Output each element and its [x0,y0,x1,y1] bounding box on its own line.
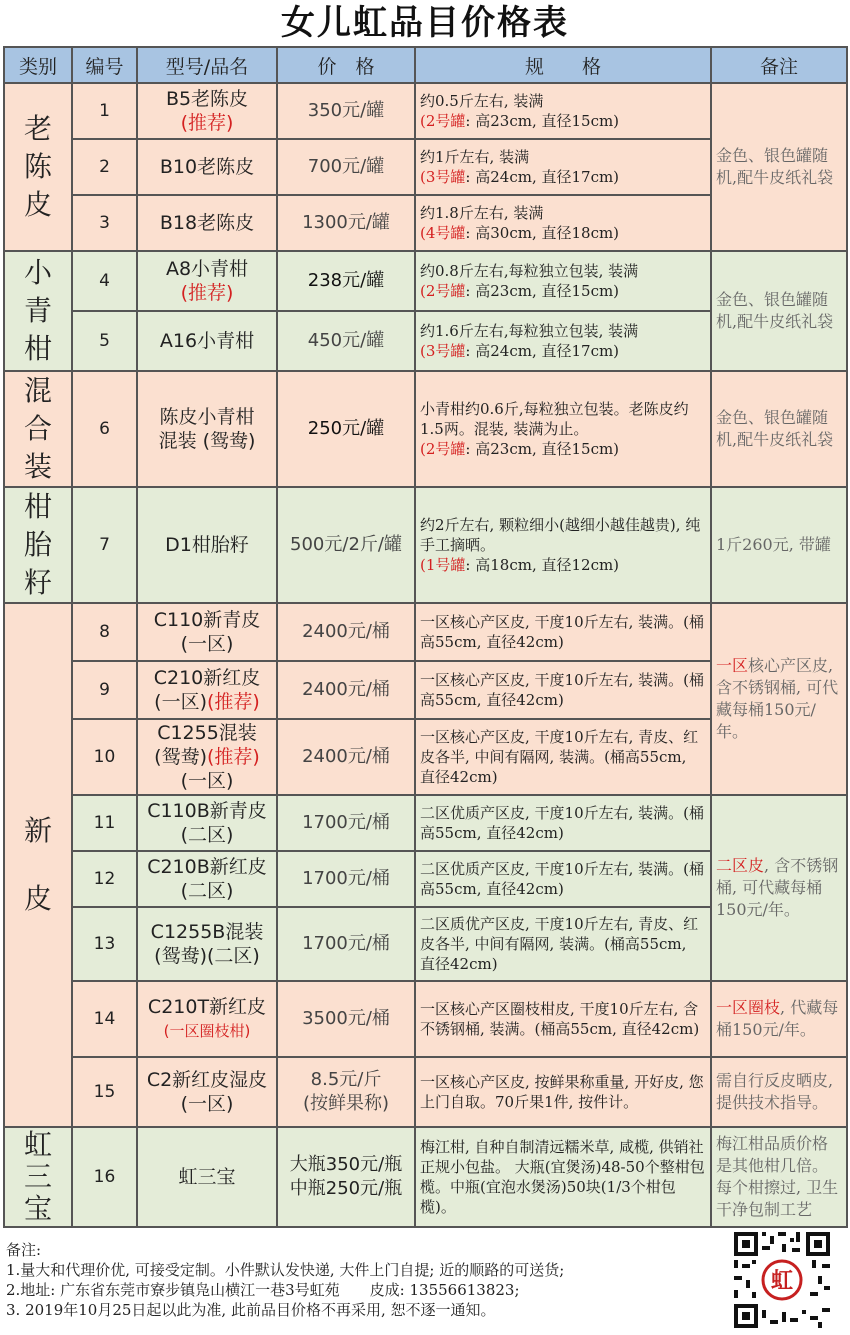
note-cell: 1斤260元, 带罐 [711,487,847,603]
note-cell: 一区核心产区皮, 含不锈钢桶, 可代藏每桶150元/年。 [711,603,847,795]
table-row [4,1127,847,1227]
spec-cell: 一区核心产区皮, 干度10斤左右, 装满。(桶高55cm, 直径42cm) [415,661,711,719]
table-row [4,795,847,851]
table-row [4,603,847,661]
model-cell: C210新红皮 (一区)(推荐) [137,661,277,719]
footer-line: 3. 2019年10月25日起以此为准, 此前品目价格不再采用, 恕不逐一通知。 [6,1301,496,1319]
row-number: 14 [72,981,137,1057]
spec-cell: 约0.8斤左右,每粒独立包装, 装满 (2号罐: 高23cm, 直径15cm) [415,251,711,311]
spec-cell: 约1.6斤左右,每粒独立包装, 装满 (3号罐: 高24cm, 直径17cm) [415,311,711,371]
footer-line: 1.量大和代理价优, 可接受定制。小件默认发快递, 大件上门自提; 近的顺路的可送货; [6,1261,565,1279]
price-cell: 450元/罐 [277,311,415,371]
price-cell: 2400元/桶 [277,719,415,795]
price-cell: 大瓶350元/瓶 中瓶250元/瓶 [277,1127,415,1227]
note-cell: 二区皮, 含不锈钢桶, 可代藏每桶150元/年。 [711,795,847,981]
note-cell: 梅江柑品质价格是其他柑几倍。每个柑擦过, 卫生干净包制工艺 [711,1127,847,1227]
price-cell: 3500元/桶 [277,981,415,1057]
page-title: 女儿虹品目价格表 [281,3,569,43]
price-cell: 1700元/桶 [277,907,415,981]
spec-cell: 约1斤左右, 装满 (3号罐: 高24cm, 直径17cm) [415,139,711,195]
category-cell: 小 青 柑 [4,251,72,371]
table-row [4,371,847,487]
note-cell: 一区圈枝, 代藏每桶150元/年。 [711,981,847,1057]
spec-cell: 约0.5斤左右, 装满 (2号罐: 高23cm, 直径15cm) [415,83,711,139]
header-number: 编号 [72,47,137,83]
footer-notes [6,1240,716,1320]
row-number: 7 [72,487,137,603]
table-row [4,487,847,603]
row-number: 6 [72,371,137,487]
model-cell: A16小青柑 [137,311,277,371]
model-cell: B18老陈皮 [137,195,277,251]
row-number: 1 [72,83,137,139]
model-cell: 陈皮小青柑 混装 (鸳鸯) [137,371,277,487]
row-number: 4 [72,251,137,311]
spec-cell: 约2斤左右, 颗粒细小(越细小越佳越贵), 纯手工摘晒。 (1号罐: 高18cm, 直径12cm) [415,487,711,603]
model-cell: C1255混装 (鸳鸯)(推荐) (一区) [137,719,277,795]
model-cell: C1255B混装 (鸳鸯)(二区) [137,907,277,981]
note-cell: 金色、银色罐随机,配牛皮纸礼袋 [711,371,847,487]
row-number: 5 [72,311,137,371]
price-cell: 238元/罐 [277,251,415,311]
note-cell: 需自行反皮晒皮, 提供技术指导。 [711,1057,847,1127]
price-cell: 700元/罐 [277,139,415,195]
row-number: 2 [72,139,137,195]
model-cell: C210T新红皮 (一区圈枝柑) [137,981,277,1057]
model-cell: 虹三宝 [137,1127,277,1227]
price-table [3,46,848,1228]
category-cell: 虹 三 宝 [4,1127,72,1227]
row-number: 8 [72,603,137,661]
row-number: 12 [72,851,137,907]
spec-cell: 二区优质产区皮, 干度10斤左右, 装满。(桶高55cm, 直径42cm) [415,851,711,907]
price-cell: 250元/罐 [277,371,415,487]
model-cell: D1柑胎籽 [137,487,277,603]
table-row [4,83,847,139]
row-number: 3 [72,195,137,251]
header-price: 价 格 [277,47,415,83]
price-cell: 350元/罐 [277,83,415,139]
model-cell: B5老陈皮 (推荐) [137,83,277,139]
note-cell: 金色、银色罐随机,配牛皮纸礼袋 [711,251,847,371]
row-number: 10 [72,719,137,795]
spec-cell: 约1.8斤左右, 装满 (4号罐: 高30cm, 直径18cm) [415,195,711,251]
table-row [4,251,847,311]
model-cell: C2新红皮湿皮 (一区) [137,1057,277,1127]
note-cell: 金色、银色罐随机,配牛皮纸礼袋 [711,83,847,251]
footer-heading: 备注: [6,1241,42,1259]
price-cell: 1700元/桶 [277,795,415,851]
category-cell: 柑 胎 籽 [4,487,72,603]
footer-line: 2.地址: 广东省东莞市寮步镇凫山横江一巷3号虹苑 皮成: 13556613823; [6,1281,520,1299]
spec-cell: 一区核心产区圈枝柑皮, 干度10斤左右, 含不锈钢桶, 装满。(桶高55cm, 直径42cm) [415,981,711,1057]
model-cell: B10老陈皮 [137,139,277,195]
table-header-row [4,47,847,83]
row-number: 13 [72,907,137,981]
qr-code-icon [732,1230,832,1330]
spec-cell: 二区质优产区皮, 干度10斤左右, 青皮、红皮各半, 中间有隔网, 装满。(桶高55cm, 直径42cm) [415,907,711,981]
spec-cell: 一区核心产区皮, 按鲜果称重量, 开好皮, 您上门自取。70斤果1件, 按件计。 [415,1057,711,1127]
row-number: 11 [72,795,137,851]
spec-cell: 二区优质产区皮, 干度10斤左右, 装满。(桶高55cm, 直径42cm) [415,795,711,851]
row-number: 15 [72,1057,137,1127]
price-cell: 2400元/桶 [277,661,415,719]
row-number: 9 [72,661,137,719]
category-cell: 老 陈 皮 [4,83,72,251]
category-cell: 新 皮 [4,603,72,1127]
table-row [4,981,847,1057]
header-category: 类别 [4,47,72,83]
price-cell: 8.5元/斤 (按鲜果称) [277,1057,415,1127]
price-cell: 500元/2斤/罐 [277,487,415,603]
qr-center-glyph: 虹 [770,1269,794,1294]
spec-cell: 一区核心产区皮, 干度10斤左右, 青皮、红皮各半, 中间有隔网, 装满。(桶高55cm, 直径42cm) [415,719,711,795]
model-cell: A8小青柑 (推荐) [137,251,277,311]
table-row [4,1057,847,1127]
model-cell: C110B新青皮 (二区) [137,795,277,851]
header-spec: 规 格 [415,47,711,83]
model-cell: C210B新红皮 (二区) [137,851,277,907]
model-cell: C110新青皮 (一区) [137,603,277,661]
header-note: 备注 [711,47,847,83]
header-model: 型号/品名 [137,47,277,83]
category-cell: 混 合 装 [4,371,72,487]
price-cell: 1700元/桶 [277,851,415,907]
spec-cell: 梅江柑, 自种自制清远糯米草, 咸榄, 供销社正规小包盐。 大瓶(宜煲汤)48-50个整柑包榄。中瓶(宜泡水煲汤)50块(1/3个柑包榄)。 [415,1127,711,1227]
price-cell: 1300元/罐 [277,195,415,251]
spec-cell: 一区核心产区皮, 干度10斤左右, 装满。(桶高55cm, 直径42cm) [415,603,711,661]
price-cell: 2400元/桶 [277,603,415,661]
row-number: 16 [72,1127,137,1227]
spec-cell: 小青柑约0.6斤,每粒独立包装。老陈皮约1.5两。混装, 装满为止。 (2号罐: 高23cm, 直径15cm) [415,371,711,487]
